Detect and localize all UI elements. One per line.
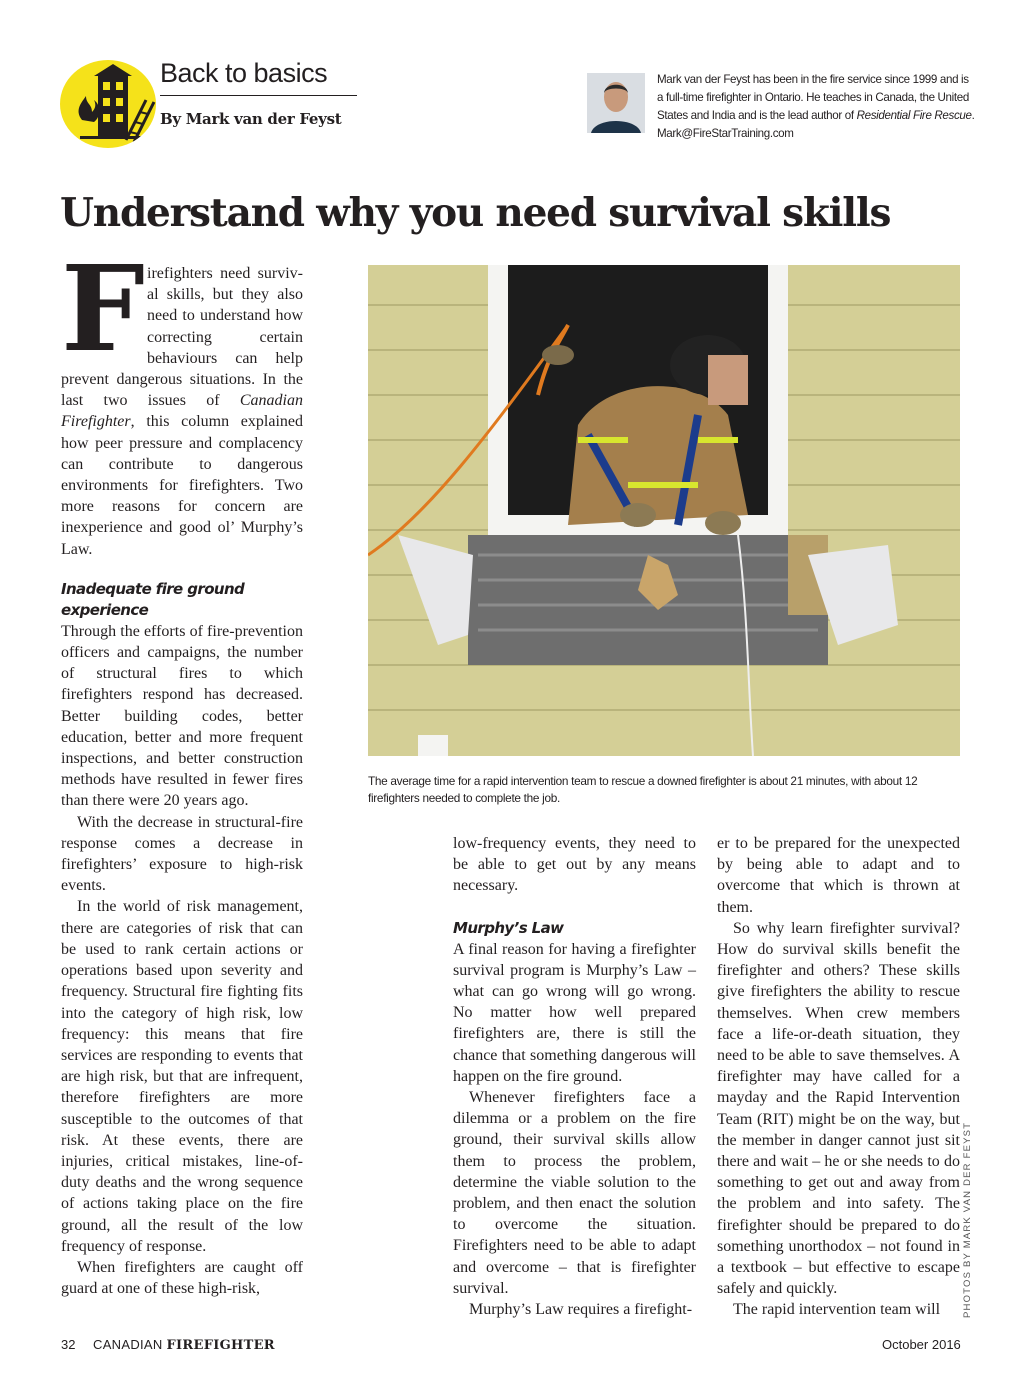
headline: Understand why you need survival skills [60, 190, 891, 236]
author-photo [587, 73, 645, 133]
title-divider [160, 95, 357, 96]
subhead-murphys-law: Murphy’s Law [453, 918, 564, 937]
rescue-photo [368, 265, 960, 756]
article-column-2 [453, 833, 696, 1320]
byline: By Mark van der Feyst [160, 110, 342, 128]
intro-paragraph: Firefighters need surviv-al skills, but they also need to understand how correcting certain behaviours can help prevent dangerous situations. In the last two issues of Canadian Firefighter, this column explained how peer pressure and complacency can contribute to dangerous environments for firefighters. Two more reasons for concern are inexperience and good ol’ Murphy’s Law. [61, 239, 303, 558]
paragraph: Murphy’s Law requires a firefight- [469, 1301, 693, 1319]
paragraph: Whenever firefighters face a dilemma or a problem on the fire ground, their survival skills allow them to process the problem, determine the viable solution to the problem, and then enact the solution to overcome the situation. Firefighters need to be able to adapt and overcome – that is firefighter survival. [453, 1089, 696, 1297]
photo-credit: PHOTOS BY MARK VAN DER FEYST [962, 1121, 973, 1318]
paragraph: When firefighters are caught off guard at one of these high-risk, [61, 1258, 303, 1298]
column-title: Back to basics [160, 58, 328, 88]
magazine-name: CANADIAN FIREFIGHTER [93, 1337, 275, 1353]
paragraph: With the decrease in structural-fire response comes a decrease in firefighters’ exposure to high-risk events. [61, 813, 303, 895]
paragraph: A final reason for having a firefighter survival program is Murphy’s Law – what can go wrong will go wrong. No matter how well prepared firefighters are, there is still the chance that something dangerous will happen on the fire ground. [453, 940, 696, 1085]
author-bio: Mark van der Feyst has been in the fire service since 1999 and is a full-time firefighter in Ontario. He teaches in Canada, the United States and India and is the lead author of Residential Fire Rescue. Mark@FireStarTraining.com [657, 73, 975, 140]
burning-building-icon [60, 60, 156, 148]
paragraph: In the world of risk management, there are categories of risk that can be used to rank certain actions or operations based upon severity and frequency. Structural fire fighting fits into the category of high risk, low frequency: this means that fire services are responding to events that are high risk, but that are infrequent, therefore firefighters are more susceptible to the outcomes of that risk. At these events, there are injuries, critical mistakes, line-of-duty deaths and the wrong sequence of actions taking place on the fire ground, all the result of the low frequency of response. [61, 898, 303, 1255]
drop-cap: F [61, 239, 145, 378]
column-logo-badge [60, 60, 156, 148]
paragraph: Through the efforts of fire-prevention officers and campaigns, the number of structural fires to which firefighters respond has decreased. Better building codes, better education, better and more frequent inspections, and better construction methods have resulted in fewer fires than there were 20 years ago. [61, 622, 303, 810]
photo-caption: The average time for a rapid intervention team to rescue a downed firefighter is about 21 minutes, with about 12 firefighters needed to complete the job. [368, 774, 918, 805]
issue-date: October 2016 [882, 1337, 961, 1352]
paragraph: So why learn firefighter survival? How do survival skills benefit the firefighter and others? These skills give firefighters the ability to rescue themselves. When crew members face a life-or-death situation, they need to be able to save themselves. A firefighter may have called for a mayday and the Rapid Intervention Team (RIT) might be on the way, but the member in danger cannot just sit there and wait – he or she needs to do something to get out and away from the problem and into safety. The firefighter should be prepared to do something unorthodox – not found in a textbook – but effective to escape safely and quickly. [717, 919, 960, 1298]
paragraph: low-frequency events, they need to be able to get out by any means necessary. [453, 835, 696, 895]
paragraph: The rapid intervention team will [733, 1301, 941, 1319]
page-number: 32 [61, 1337, 76, 1352]
article-column-1 [61, 239, 303, 1299]
paragraph: er to be prepared for the unexpected by being able to adapt and to overcome that which is thrown at them. [717, 835, 960, 916]
article-column-3 [717, 833, 960, 1321]
subhead-inadequate-experience: Inadequate fire ground experience [61, 579, 245, 619]
